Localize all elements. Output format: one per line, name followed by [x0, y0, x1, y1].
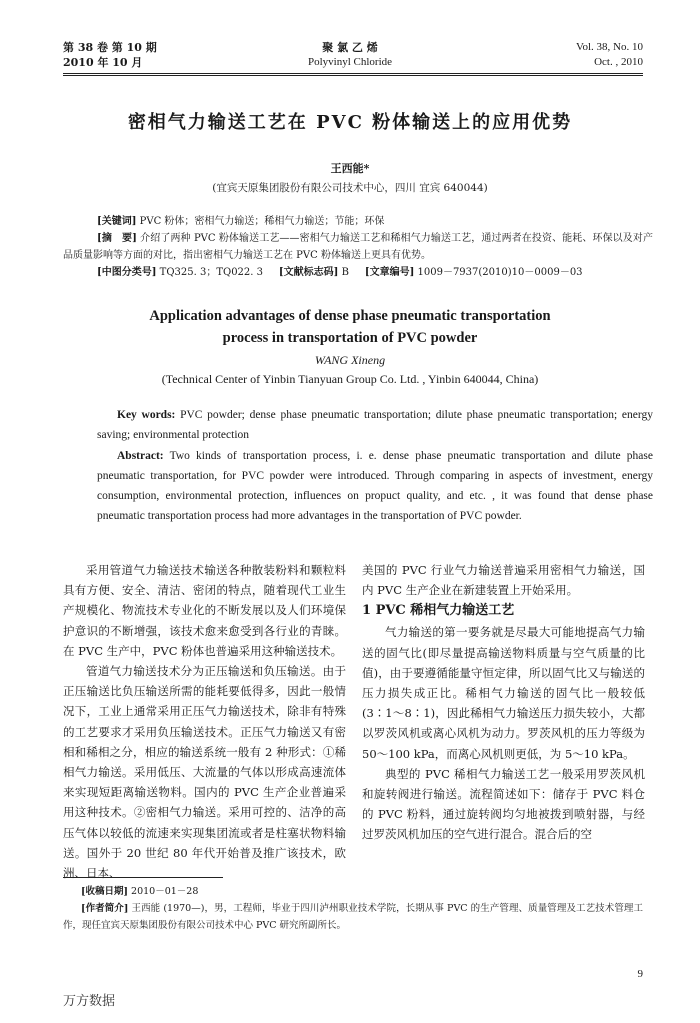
footnote-author: [作者简介] 王西能 (1970—)，男，工程师，毕业于四川泸州职业技术学院，长期从事 PVC 的生产管理、质量管理及工艺技术管理工作，现任宜宾天原集团股份有限公司技术中心 PVC 研究所副所长。 [63, 903, 643, 931]
page-title: 密相气力输送工艺在 PVC 粉体输送上的应用优势 [127, 112, 573, 133]
page-number: 9 [637, 968, 643, 980]
body-paragraph: 气力输送的第一要务就是尽最大可能地提高气力输送的固气比(即尽量提高输送物料质量与空气质量的比值)，由于要遵循能量守恒定律，所以固气比又与输送的压力损失成正比。稀相气力输送的固气比一般较低(3∶1～8∶1)，因此稀相气力输送压力损失较小，大都以罗茨风机或离心风机为动力。罗茨风机的压力等级为 50～100 kPa，而离心风机则更低，为 5～10 kPa。 [362, 625, 645, 761]
classification-line: [中图分类号] TQ325. 3；TQ022. 3 [文献标志码] B [文章编号] 1009－7937(2010)10－0009－03 [97, 267, 583, 278]
affiliation-en: (Technical Center of Yinbin Tianyuan Group Co. Ltd. , Yinbin 640044, China) [161, 372, 539, 386]
header-rule [63, 73, 643, 74]
journal-date: Vol. 38, No. 10 Oct. , 2010 [575, 41, 643, 68]
journal-name: 聚 氯 乙 烯 Polyvinyl Chloride [307, 41, 393, 68]
author-en: WANG Xineng [314, 353, 386, 367]
footnote-received: [收稿日期] 2010－01－28 [81, 886, 199, 897]
header-rule-2 [63, 75, 643, 76]
body-paragraph: 美国的 PVC 行业气力输送普遍采用密相气力输送，国内 PVC 生产企业在新建装置上开始采用。 [362, 563, 645, 598]
title-en: Application advantages of dense phase pneumatic transportation process in transportation of PVC powder [149, 308, 551, 346]
body-paragraph: 采用管道气力输送技术输送各种散装粉料和颗粒料具有方便、安全、清洁、密闭的特点，随着现代工业生产规模化、物流技术专业化的不断发展以及人们环境保护意识的不断增强，该技术愈来愈受到各行业的青睐。在 PVC 生产中，PVC 粉体也普遍采用这种输送技术。 [63, 563, 346, 658]
keywords-en: Key words: PVC powder; dense phase pneumatic transportation; dilute phase pneumatic transportation; energy saving; environmental protection [97, 409, 653, 441]
body-paragraph: 典型的 PVC 稀相气力输送工艺一般采用罗茨风机和旋转阀进行输送。流程简述如下：储存于 PVC 料仓的 PVC 粉料，通过旋转阀均匀地被拨到喷射器，与经过罗茨风机加压的空气进行混合。混合后的空 [362, 766, 645, 842]
keywords-cn: [关键词] PVC 粉体；密相气力输送；稀相气力输送；节能；环保 [97, 216, 385, 227]
body-paragraph: 管道气力输送技术分为正压输送和负压输送。由于正压输送比负压输送所需的能耗要低得多，因此一般情况下，工业上通常采用正压气力输送技术，除非有特殊的工艺要求才采用负压输送技术。正压气力输送又有密相和稀相之分，相应的输送系统一般有 2 种形式：①稀相气力输送。采用低压、大流量的气体以形成高速流体来实现短距离输送物料。国内的 PVC 生产企业普遍采用这种技术。②密相气力输送。采用可控的、洁净的高压气体以较低的流速来实现集团流或者是柱塞状物料输送。国外于 20 世纪 80 年代开始普及推广该技术，欧洲、日本、 [63, 664, 346, 881]
affiliation-cn: (宜宾天原集团股份有限公司技术中心，四川 宜宾 640044) [212, 182, 488, 194]
abstract-cn: [摘 要] 介绍了两种 PVC 粉体输送工艺——密相气力输送工艺和稀相气力输送工艺，通过两者在投资、能耗、环保以及对产品质量影响等方面的对比，指出密相气力输送工艺在 PVC 粉体输送上更具有优势。 [63, 233, 653, 261]
section-heading: 1 PVC 稀相气力输送工艺 [362, 603, 515, 619]
author-cn: 王西能* [330, 162, 370, 175]
body-right-column [362, 560, 645, 845]
abstract-en: Abstract: Two kinds of transportation process, i. e. dense phase pneumatic transportation and dilute phase pneumatic transportation, for PVC powder were introduced. Through comparing in aspects of investment, energy consumption, environmental protection, influences on propuct quality, and etc. , it was found that dense phase pneumatic transportation process had more advantages in the transportation of PVC powder. [97, 450, 653, 522]
footnote-rule [63, 877, 223, 878]
body-left-column [63, 560, 346, 883]
watermark: 万方数据 [63, 994, 116, 1009]
journal-volume-issue: 第 38 卷 第 10 期 2010 年 10 月 [63, 41, 157, 69]
